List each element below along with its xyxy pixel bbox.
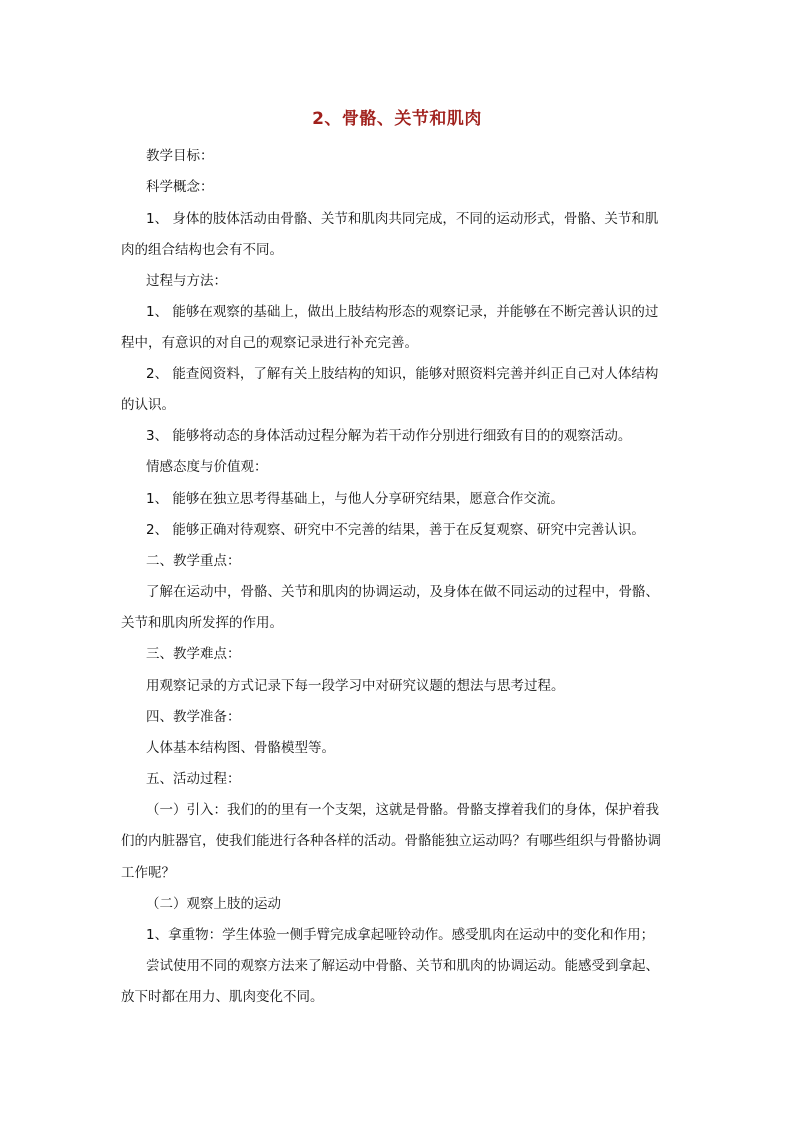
section-heading-activity-process: 五、活动过程：: [146, 771, 241, 787]
paragraph-line: 的认识。: [121, 397, 175, 413]
paragraph-line: 放下时都在用力、肌肉变化不同。: [121, 989, 324, 1005]
paragraph-line: 肉的组合结构也会有不同。: [121, 242, 283, 258]
section-label-attitude-values: 情感态度与价值观：: [146, 459, 268, 475]
paragraph-line: 3、 能够将动态的身体活动过程分解为若干动作分别进行细致有目的的观察活动。: [146, 428, 632, 444]
paragraph-line: 们的内脏器官，使我们能进行各种各样的活动。骨骼能独立运动吗？有哪些组织与骨骼协调: [121, 833, 661, 849]
paragraph-line: 了解在运动中，骨骼、关节和肌肉的协调运动，及身体在做不同运动的过程中，骨骼、: [146, 584, 659, 600]
section-heading-key-points: 二、教学重点：: [146, 553, 241, 569]
paragraph-line: 用观察记录的方式记录下每一段学习中对研究议题的想法与思考过程。: [146, 678, 565, 694]
section-label-process-methods: 过程与方法：: [146, 273, 227, 289]
paragraph-line: 1、 身体的肢体活动由骨骼、关节和肌肉共同完成，不同的运动形式，骨骼、关节和肌: [146, 211, 659, 227]
paragraph-line: 2、 能查阅资料，了解有关上肢结构的知识，能够对照资料完善并纠正自己对人体结构: [146, 366, 659, 382]
section-heading-preparation: 四、教学准备：: [146, 709, 241, 725]
paragraph-line: 关节和肌肉所发挥的作用。: [121, 615, 283, 631]
paragraph-line: 1、 能够在观察的基础上，做出上肢结构形态的观察记录，并能够在不断完善认识的过: [146, 304, 659, 320]
paragraph-line: （一）引入：我们的的里有一个支架，这就是骨骼。骨骼支撑着我们的身体，保护着我: [146, 802, 659, 818]
paragraph-line: 1、 能够在独立思考得基础上，与他人分享研究结果，愿意合作交流。: [146, 491, 564, 507]
paragraph-line: 尝试使用不同的观察方法来了解运动中骨骼、关节和肌肉的协调运动。能感受到拿起、: [146, 958, 659, 974]
section-label-teaching-goals: 教学目标：: [146, 148, 214, 164]
section-heading-difficulties: 三、教学难点：: [146, 646, 241, 662]
subsection-heading-observe-upper-limb: （二）观察上肢的运动: [146, 896, 281, 912]
paragraph-line: 人体基本结构图、骨骼模型等。: [146, 740, 335, 756]
paragraph-line: 程中，有意识的对自己的观察记录进行补充完善。: [121, 335, 418, 351]
document-title: 2、骨骼、关节和肌肉: [312, 109, 482, 129]
paragraph-line: 1、拿重物：学生体验一侧手臂完成拿起哑铃动作。感受肌肉在运动中的变化和作用；: [146, 927, 655, 943]
paragraph-line: 工作呢？: [121, 865, 175, 881]
paragraph-line: 2、 能够正确对待观察、研究中不完善的结果，善于在反复观察、研究中完善认识。: [146, 522, 645, 538]
section-label-science-concepts: 科学概念：: [146, 179, 214, 195]
